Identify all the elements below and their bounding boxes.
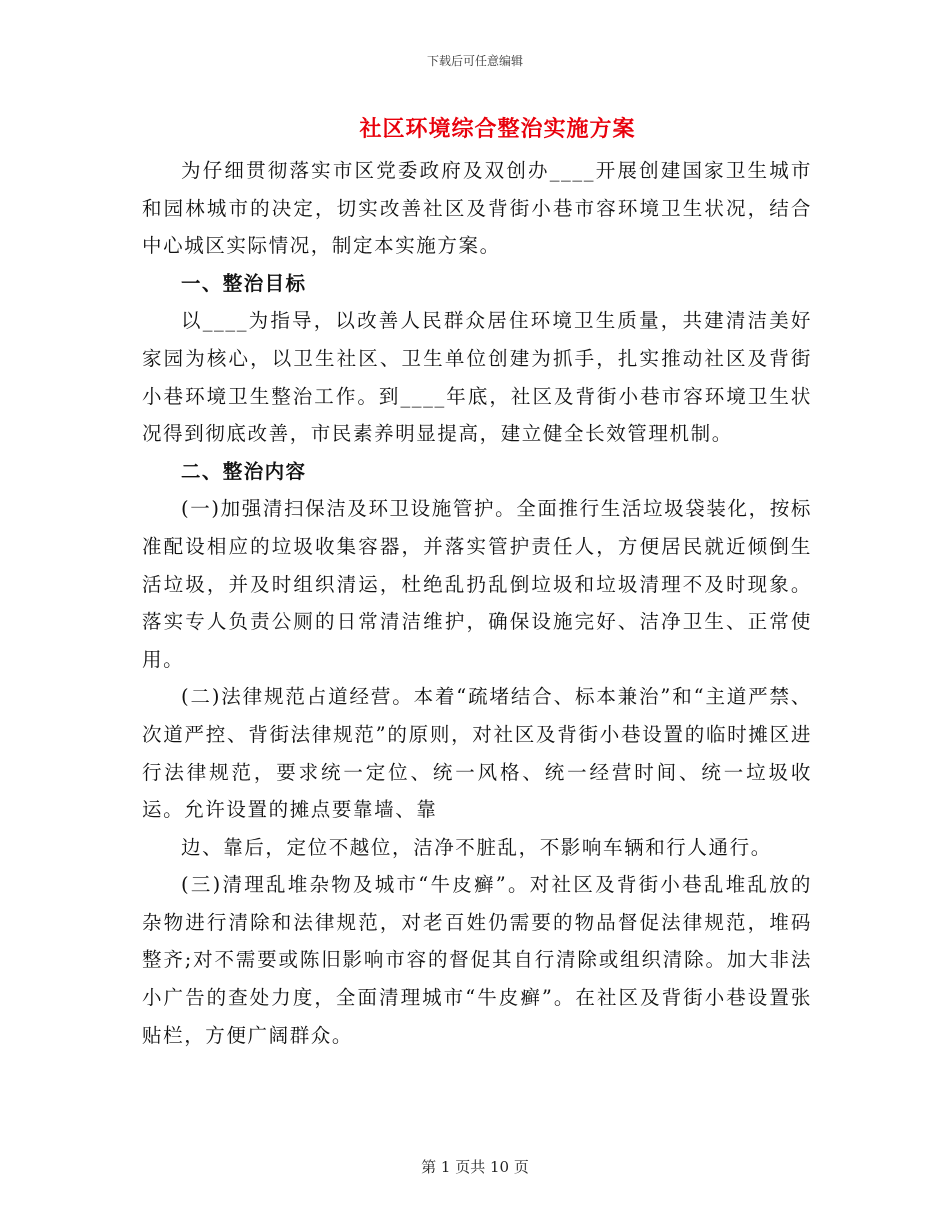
page-footer-number: 第 1 页共 10 页 [421,1158,529,1176]
content-item-3-paragraph: (三)清理乱堆杂物及城市“牛皮癣”。对社区及背街小巷乱堆乱放的杂物进行清除和法律规范，对老百姓仍需要的物品督促法律规范，堆码整齐;对不需要或陈旧影响市容的督促其自行清除或组织清除。加大非法小广告的查处力度，全面清理城市“牛皮癣”。在社区及背街小巷设置张贴栏，方便广阔群众。 [142,873,812,1047]
content-item-2-continuation: 边、靠后，定位不越位，洁净不脏乱，不影响车辆和行人通行。 [181,835,772,859]
goals-paragraph: 以____为指导，以改善人民群众居住环境卫生质量，共建清洁美好家园为核心，以卫生社区、卫生单位创建为抓手，扎实推动社区及背街小巷环境卫生整治工作。到____年底，社区及背街小巷市容环境卫生状况得到彻底改善，市民素养明显提高，建立健全长效管理机制。 [142,309,812,446]
section-heading-content: 二、整治内容 [181,459,307,483]
content-item-2-paragraph: (二)法律规范占道经营。本着“疏堵结合、标本兼治”和“主道严禁、次道严控、背街法律规范”的原则，对社区及背街小巷设置的临时摊区进行法律规范，要求统一定位、统一风格、统一经营时间、统一垃圾收运。允许设置的摊点要靠墙、靠 [142,685,812,822]
document-title: 社区环境综合整治实施方案 [359,116,636,142]
content-item-1-paragraph: (一)加强清扫保洁及环卫设施管护。全面推行生活垃圾袋装化，按标准配设相应的垃圾收集容器，并落实管护责任人，方便居民就近倾倒生活垃圾，并及时组织清运，杜绝乱扔乱倒垃圾和垃圾清理不及时现象。落实专人负责公厕的日常清洁维护，确保设施完好、洁净卫生、正常使用。 [142,497,812,671]
intro-paragraph: 为仔细贯彻落实市区党委政府及双创办____开展创建国家卫生城市和园林城市的决定，切实改善社区及背街小巷市容环境卫生状况，结合中心城区实际情况，制定本实施方案。 [142,159,812,258]
document-body [142,152,812,1054]
page-header-note: 下载后可任意编辑 [426,54,523,68]
section-heading-goals: 一、整治目标 [181,271,307,295]
